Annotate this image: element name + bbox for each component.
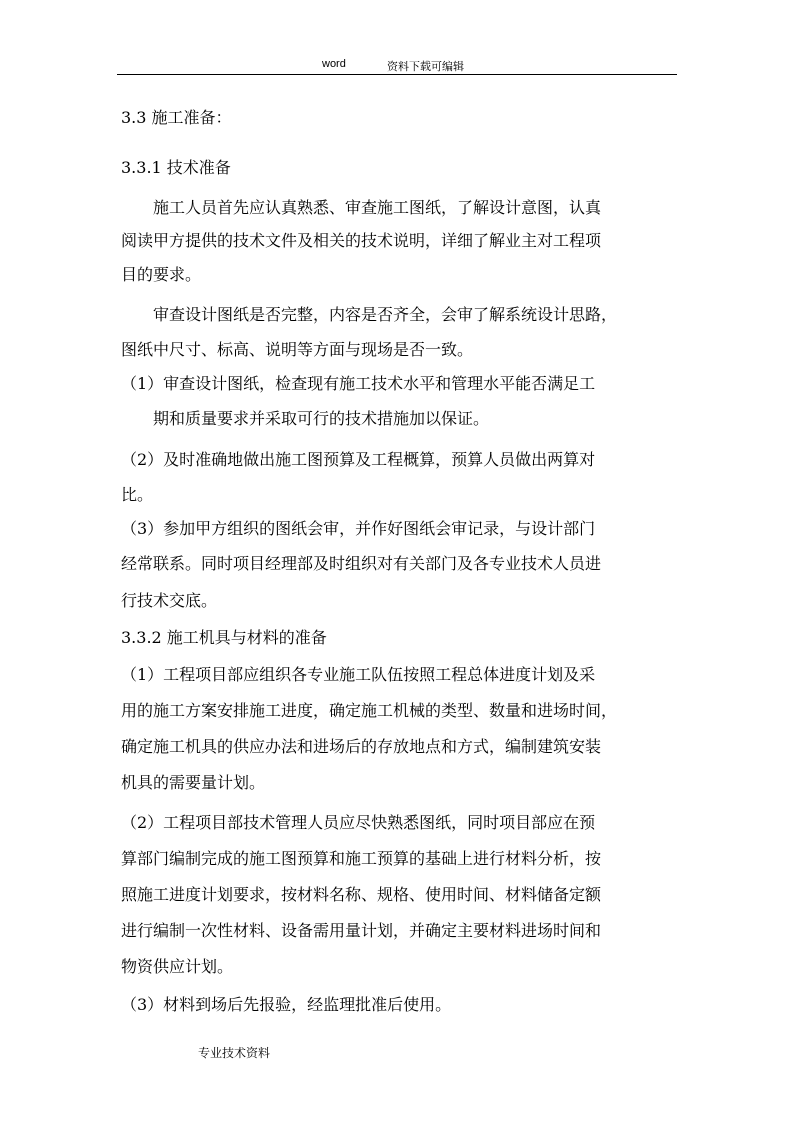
list-item: （2）工程项目部技术管理人员应尽快熟悉图纸，同时项目部应在预 [121, 813, 596, 832]
list-item-continuation: 期和质量要求并采取可行的技术措施加以保证。 [153, 409, 490, 428]
header-note: 资料下载可编辑 [387, 61, 464, 73]
page-header [117, 56, 677, 75]
list-item-continuation: 照施工进度计划要求，按材料名称、规格、使用时间、材料储备定额 [121, 885, 602, 904]
list-item-continuation: 机具的需要量计划。 [121, 773, 266, 792]
list-item: （2）及时准确地做出施工图预算及工程概算，预算人员做出两算对 [121, 450, 596, 469]
section-3-3-title: 3.3 施工准备： [121, 108, 232, 127]
section-3-3-2-title: 3.3.2 施工机具与材料的准备 [121, 628, 327, 647]
list-item-continuation: 确定施工机具的供应办法和进场后的存放地点和方式，编制建筑安装 [121, 737, 602, 756]
list-item-continuation: 用的施工方案安排施工进度，确定施工机械的类型、数量和进场时间， [121, 701, 618, 720]
paragraph-line: 目的要求。 [121, 265, 202, 284]
list-item-continuation: 物资供应计划。 [121, 957, 234, 976]
list-item-continuation: 比。 [121, 485, 154, 504]
list-item: （1）审查设计图纸，检查现有施工技术水平和管理水平能否满足工 [121, 374, 596, 393]
paragraph-line: 审查设计图纸是否完整，内容是否齐全，会审了解系统设计思路， [153, 305, 618, 324]
list-item: （3）参加甲方组织的图纸会审，并作好图纸会审记录，与设计部门 [121, 519, 596, 538]
page-footer: 专业技术资料 [198, 1046, 271, 1060]
list-item-continuation: 进行编制一次性材料、设备需用量计划，并确定主要材料进场时间和 [121, 921, 602, 940]
list-item-continuation: 行技术交底。 [121, 591, 218, 610]
paragraph-line: 图纸中尺寸、标高、说明等方面与现场是否一致。 [121, 340, 474, 359]
paragraph-line: 阅读甲方提供的技术文件及相关的技术说明，详细了解业主对工程项 [121, 231, 602, 250]
paragraph-line: 施工人员首先应认真熟悉、审查施工图纸，了解设计意图，认真 [153, 198, 602, 217]
list-item-continuation: 算部门编制完成的施工图预算和施工预算的基础上进行材料分析，按 [121, 849, 602, 868]
section-3-3-1-title: 3.3.1 技术准备 [121, 158, 231, 177]
header-word-label: word [322, 58, 346, 70]
list-item: （1）工程项目部应组织各专业施工队伍按照工程总体进度计划及采 [121, 665, 596, 684]
list-item: （3）材料到场后先报验，经监理批准后使用。 [121, 995, 452, 1014]
list-item-continuation: 经常联系。同时项目经理部及时组织对有关部门及各专业技术人员进 [121, 554, 602, 573]
